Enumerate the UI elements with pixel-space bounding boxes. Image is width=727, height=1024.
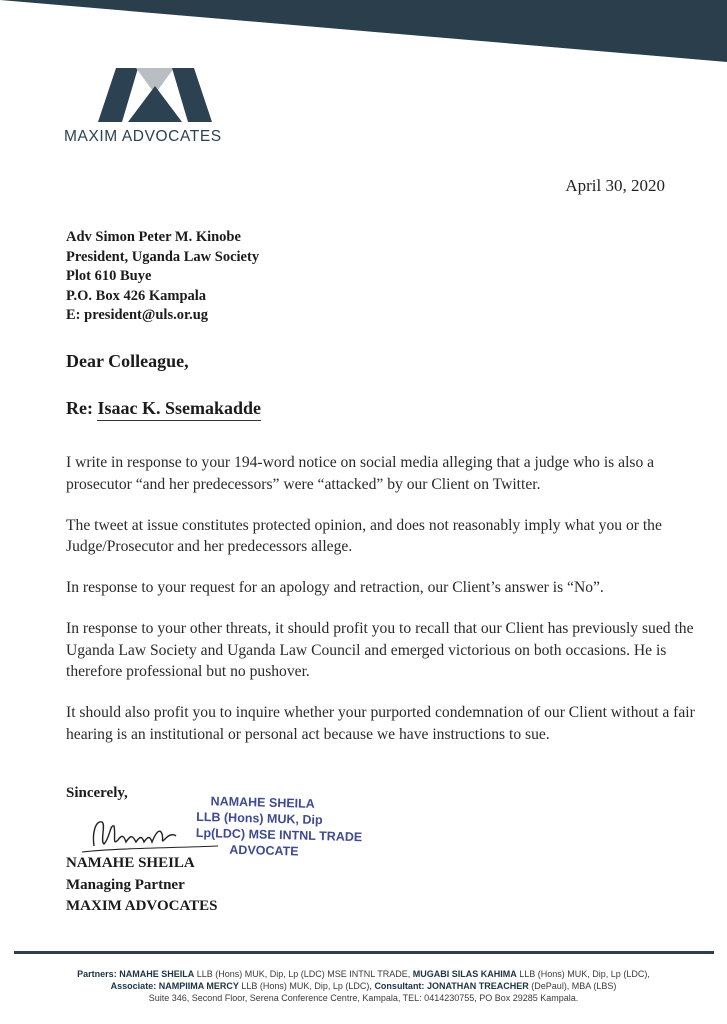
signatory-name: NAMAHE SHEILA — [66, 855, 195, 871]
signatory-role: Managing Partner — [66, 876, 185, 893]
header-band — [0, 0, 727, 64]
stamp-line: ADVOCATE — [229, 842, 299, 859]
advocate-stamp — [195, 793, 363, 861]
letterhead-footer — [0, 968, 727, 1004]
recipient-title: President, Uganda Law Society — [66, 248, 260, 265]
recipient-name: Adv Simon Peter M. Kinobe — [66, 229, 241, 245]
body-paragraph: The tweet at issue constitutes protected opinion, and does not reasonably imply what you or the Judge/Prosecutor and her predecessors allege. — [66, 516, 662, 555]
recipient-po-box: P.O. Box 426 Kampala — [66, 287, 207, 304]
stamp-line: Lp(LDC) MSE INTNL TRADE — [195, 825, 363, 845]
letter-body — [66, 452, 716, 765]
salutation: Dear Colleague, — [66, 351, 189, 371]
body-paragraph: I write in response to your 194-word notice on social media alleging that a judge who is also a prosecutor “and her predecessors” were “attacked” by our Client on Twitter. — [66, 454, 655, 493]
footer-address-line: Suite 346, Second Floor, Serena Conference Centre, Kampala, TEL: 0414230755, PO Box 29285 Kampala. — [148, 993, 579, 1003]
body-paragraph: It should also profit you to inquire whether your purported condemnation of our Client without a fair hearing is an institutional or personal act because we have instructions to sue. — [66, 704, 695, 743]
signatory-block — [66, 853, 218, 918]
footer-associate-line: Associate: NAMPIIMA MERCY LLB (Hons) MUK, Dip, Lp (LDC), Consultant: JONATHAN TREACHER (DePaul), MBA (LBS) — [110, 981, 617, 991]
closing: Sincerely, — [66, 785, 128, 801]
logo-m-mark — [98, 60, 212, 124]
subject-line — [66, 398, 261, 419]
logo-text: MAXIM ADVOCATES — [64, 128, 222, 145]
stamp-line: LLB (Hons) MUK, Dip — [196, 809, 323, 828]
subject-name: Isaac K. Ssemakadde — [97, 398, 261, 421]
footer-divider — [14, 951, 714, 954]
recipient-plot: Plot 610 Buye — [66, 268, 152, 284]
body-paragraph: In response to your other threats, it should profit you to recall that our Client has previously sued the Uganda Law Society and Uganda Law Council and emerged victorious on both occasions. He is therefore professional but no pushover. — [66, 620, 694, 680]
body-paragraph: In response to your request for an apology and retraction, our Client’s answer is “No”. — [66, 579, 604, 596]
signatory-firm: MAXIM ADVOCATES — [66, 898, 218, 914]
footer-partners-line: Partners: NAMAHE SHEILA LLB (Hons) MUK, Dip, Lp (LDC) MSE INTNL TRADE, MUGABI SILAS KAHIMA LLB (Hons) MUK, Dip, Lp (LDC), — [77, 969, 650, 979]
firm-logo — [64, 58, 244, 150]
letter-date: April 30, 2020 — [565, 176, 665, 195]
stamp-line: NAMAHE SHEILA — [210, 794, 315, 811]
subject-prefix: Re: — [66, 398, 93, 418]
recipient-email: E: president@uls.or.ug — [66, 307, 209, 323]
recipient-address — [66, 228, 259, 326]
